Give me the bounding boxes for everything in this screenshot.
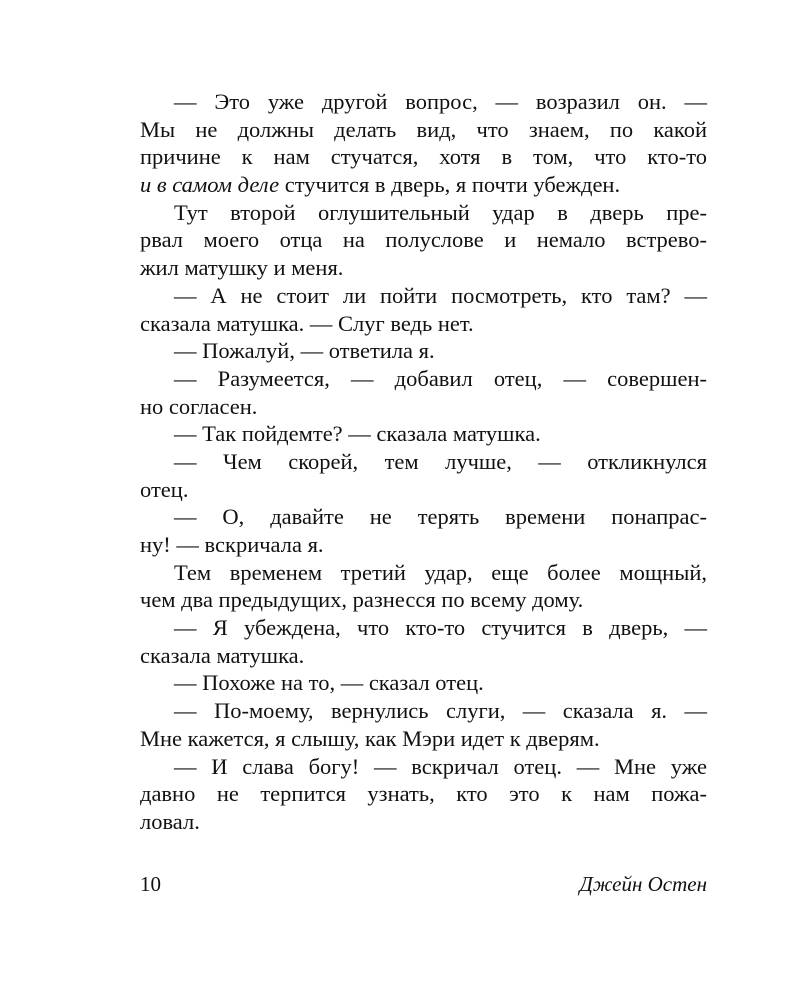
text-line: — Разумеется, — добавил отец, — совершен-	[174, 365, 707, 391]
text-line: — О, давайте не терять времени понапрас-	[174, 504, 707, 530]
page-body	[140, 88, 707, 836]
running-title: Джейн Остен	[579, 872, 707, 896]
text-line: чем два предыдущих, разнесся по всему дому.	[140, 587, 584, 613]
text-line: — А не стоит ли пойти посмотреть, кто там? —	[174, 282, 707, 308]
text-line: жил матушку и меня.	[140, 255, 344, 281]
text-line	[140, 171, 707, 199]
text-line: сказала матушка.	[140, 642, 305, 668]
text-line: Мы не должны делать вид, что знаем, по какой	[140, 116, 707, 142]
page-footer	[140, 872, 707, 902]
italic-emphasis: и в самом деле	[140, 172, 280, 198]
text-line: — Чем скорей, тем лучше, — откликнулся	[174, 448, 707, 474]
text-line: ну! — вскричала я.	[140, 532, 324, 557]
page-number: 10	[140, 872, 161, 896]
text-line: сказала матушка. — Слуг ведь нет.	[140, 310, 474, 336]
text-line: Тут второй оглушительный удар в дверь пре-	[174, 199, 707, 225]
text-line: — И слава богу! — вскричал отец. — Мне уже	[174, 753, 707, 779]
text-line: — Это уже другой вопрос, — возразил он. —	[174, 89, 707, 114]
text-line: Мне кажется, я слышу, как Мэри идет к дверям.	[140, 725, 600, 751]
text-line: — Пожалуй, — ответила я.	[174, 338, 435, 364]
text-line: отец.	[140, 476, 189, 502]
text-line: рвал моего отца на полуслове и немало встрево-	[140, 227, 707, 253]
text-line: ловал.	[140, 808, 200, 834]
text-line: — По-моему, вернулись слуги, — сказала я. —	[174, 698, 707, 724]
text-line: — Так пойдемте? — сказала матушка.	[174, 421, 541, 447]
text-line: причине к нам стучатся, хотя в том, что кто-то	[140, 144, 707, 170]
text-line: Тем временем третий удар, еще более мощный,	[174, 559, 707, 585]
text-line: — Похоже на то, — сказал отец.	[174, 670, 484, 696]
text-line: — Я убеждена, что кто-то стучится в дверь, —	[174, 615, 707, 641]
text-line: давно не терпится узнать, кто это к нам пожа-	[140, 781, 707, 807]
text-fragment: стучится в дверь, я почти убежден.	[279, 172, 621, 198]
text-line: но согласен.	[140, 393, 258, 419]
